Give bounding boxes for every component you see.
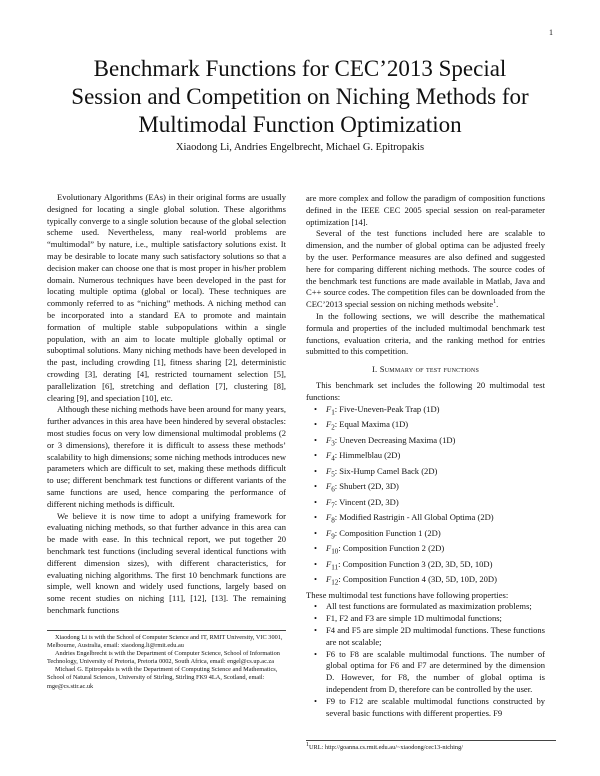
function-index: 12	[331, 578, 339, 587]
function-index: 9	[331, 532, 335, 541]
list-item	[306, 435, 545, 451]
function-desc: : Uneven Decreasing Maxima (1D)	[334, 434, 456, 445]
body-text: .	[496, 299, 499, 310]
function-index: 7	[331, 501, 335, 510]
page-number: 1	[549, 28, 553, 37]
author-list: Xiaodong Li, Andries Engelbrecht, Michael G. Epitropakis	[175, 142, 425, 153]
title-line: Benchmark Functions for CEC’2013 Special	[93, 56, 507, 81]
function-symbol: F	[326, 481, 332, 492]
list-item	[306, 466, 545, 482]
list-item: • All test functions are formulated as maximization problems;	[306, 601, 545, 613]
title-line: Session and Competition on Niching Methods for	[71, 84, 529, 109]
intro-paragraph: Evolutionary Algorithms (EAs) in their original forms are usually designed for locating a single global solution. These algorithms typically converge to a single solution because of the global selection scheme used. Nevertheless, many real-world problems are “multimodal” by nature, i.e., multiple satisfactory solutions exist. It may be desirable to locate many such satisfactory solutions so that a decision maker can choose one that is most proper in his/her problem domain. Numerous techniques have been developed in the past for locating multiple optima (global or local). These techniques are commonly referred to as “niching” methods. A niching method can be incorporated into a standard EA to promote and maintain formation of multiple stable subpopulations within a single population, with an aim to locate multiple globally optimal or suboptimal solutions. Many niching methods have been developed in the past, including crowding [1], fitness sharing [2], deterministic crowding [3], derating [4], restricted tournament selection [5], parallelization [6], stretching and deflation [7], clustering [8], clearing [9], and speciation [10], etc.	[47, 192, 286, 403]
function-desc: : Six-Hump Camel Back (2D)	[334, 465, 438, 476]
function-symbol: F	[326, 574, 332, 585]
author-footnotes	[47, 630, 286, 691]
function-symbol: F	[326, 527, 332, 538]
section-title: Summary of test functions	[379, 364, 480, 375]
function-list	[306, 404, 545, 590]
title-line: Multimodal Function Optimization	[138, 112, 462, 137]
function-symbol: F	[326, 558, 332, 569]
function-desc: : Shubert (2D, 3D)	[334, 481, 399, 492]
list-item: • F1, F2 and F3 are simple 1D multimodal functions;	[306, 613, 545, 625]
function-symbol: F	[326, 403, 332, 414]
function-symbol: F	[326, 543, 332, 554]
list-item	[306, 559, 545, 575]
properties-list	[306, 601, 545, 719]
function-desc: : Modified Rastrigin - All Global Optima (2D)	[334, 512, 494, 523]
url-footnote	[306, 740, 556, 752]
list-item: • F4 and F5 are simple 2D multimodal functions. These functions are not scalable;	[306, 625, 545, 649]
function-index: 1	[331, 408, 335, 417]
list-item	[306, 419, 545, 435]
function-index: 6	[331, 485, 335, 494]
list-item	[306, 481, 545, 497]
body-paragraph: are more complex and follow the paradigm of composition functions defined in the IEEE CEC 2005 special session on real-parameter optimization [14].	[306, 193, 545, 227]
footnote: Michael G. Epitropakis is with the Department of Computing Science and Mathematics, School of Natural Sciences, University of Stirling, Stirling FK9 4LA, Scotland, email: mge@cs.stir.ac.uk	[47, 666, 278, 690]
list-item: • F9 to F12 are scalable multimodal functions constructed by several basic functions with different properties. F9	[306, 696, 545, 720]
function-index: 11	[331, 563, 339, 572]
body-text: Several of the test functions included here are scalable to dimension, and the number of global optima can be adjusted freely by the user. Performance measures are also defined and suggested here for comparing different niching methods. The source codes of the benchmark test functions are made available in Matlab, Java and C++ source codes. The competition files can be downloaded from the CEC’2013 special session on niching methods website	[306, 228, 545, 310]
body-paragraph	[306, 228, 545, 311]
function-index: 3	[331, 439, 335, 448]
intro-paragraph: We believe it is now time to adopt a unifying framework for evaluating niching methods, so that further advance in this area can be made with ease. In this technical report, we put together 20 benchmark test functions (including several identical functions with different dimension sizes), with different characteristics, for evaluating niching algorithms. The first 10 benchmark functions are simple, well known and widely used functions, largely based on some recent studies on niching [11], [12], [13]. The remaining benchmark functions	[47, 510, 286, 615]
list-item	[306, 528, 545, 544]
section-heading	[306, 364, 545, 376]
function-symbol: F	[326, 465, 332, 476]
function-index: 4	[331, 454, 335, 463]
footnote-marker: 1	[306, 741, 309, 748]
footnote: Andries Engelbrecht is with the Department of Computer Science, School of Information Technology, University of Pretoria, Pretoria 0002, South Africa, email: engel@cs.up.ac.za	[47, 650, 280, 666]
intro-paragraph: Although these niching methods have been around for many years, further advances in this area have been hindered by several obstacles: most studies focus on very low dimensional multimodal problems (2 or 3 dimensions), therefore it is difficult to assess these methods’ scalability to high dimensions; some niching methods introduces new parameters which are difficult to set, making these methods difficult to use; different benchmark test functions or different variants of the same functions are used, hence comparing the performance of different niching methods is difficult.	[47, 404, 286, 509]
body-paragraph: In the following sections, we will describe the mathematical formula and properties of the included multimodal benchmark test functions, evaluation criteria, and the ranking method for entries submitted to this competition.	[306, 310, 545, 357]
function-desc: : Equal Maxima (1D)	[334, 419, 409, 430]
footnote-url: URL: http://goanna.cs.rmit.edu.au/~xiaodong/cec13-niching/	[309, 744, 463, 751]
footnote: Xiaodong Li is with the School of Computer Science and IT, RMIT University, VIC 3001, Melbourne, Australia, email: xiaodong.li@rmit.edu.au	[47, 634, 283, 650]
function-index: 10	[331, 547, 339, 556]
list-item: • F6 to F8 are scalable multimodal functions. The number of global optima for F6 and F7 are determined by the dimension D. However, for F8, the number of global optima is independent from D, therefore can be controlled by the user.	[306, 649, 545, 696]
function-desc: : Vincent (2D, 3D)	[334, 496, 399, 507]
function-index: 2	[331, 423, 335, 432]
left-column	[47, 192, 286, 617]
function-desc: : Composition Function 1 (2D)	[334, 527, 441, 538]
list-item	[306, 450, 545, 466]
function-symbol: F	[326, 496, 332, 507]
paper-title	[40, 55, 560, 139]
list-item	[306, 497, 545, 513]
function-symbol: F	[326, 450, 332, 461]
section-intro: This benchmark set includes the following 20 multimodal test functions:	[306, 379, 545, 402]
function-index: 8	[331, 516, 335, 525]
list-item	[306, 543, 545, 559]
function-symbol: F	[326, 419, 332, 430]
function-desc: : Composition Function 4 (3D, 5D, 10D, 20D)	[338, 574, 497, 585]
function-symbol: F	[326, 512, 332, 523]
right-column	[306, 193, 545, 719]
section-number: I.	[371, 364, 378, 375]
footnote-marker: 1	[493, 299, 497, 306]
function-desc: : Himmelblau (2D)	[334, 450, 401, 461]
properties-intro: These multimodal test functions have following properties:	[306, 589, 509, 600]
function-desc: : Composition Function 3 (2D, 3D, 5D, 10D)	[338, 558, 493, 569]
function-symbol: F	[326, 434, 332, 445]
function-index: 5	[331, 470, 335, 479]
list-item	[306, 512, 545, 528]
list-item	[306, 404, 545, 420]
function-desc: : Five-Uneven-Peak Trap (1D)	[334, 403, 440, 414]
function-desc: : Composition Function 2 (2D)	[338, 543, 445, 554]
list-item	[306, 574, 545, 590]
